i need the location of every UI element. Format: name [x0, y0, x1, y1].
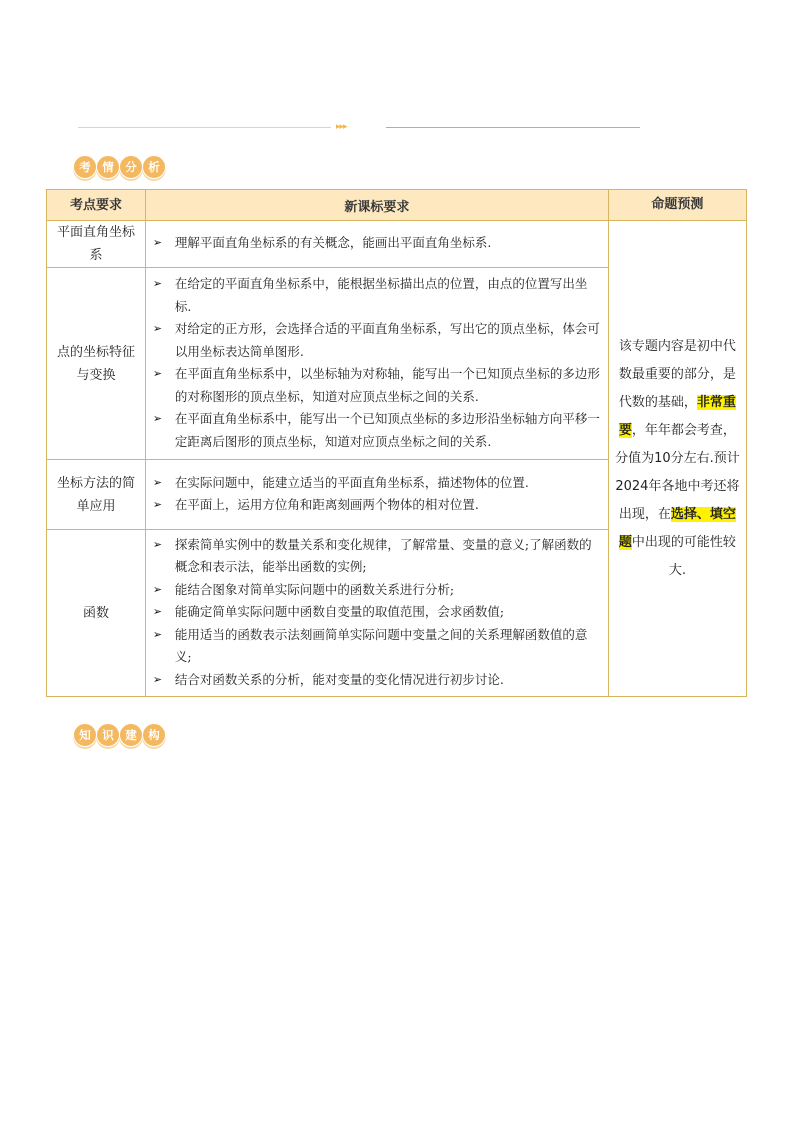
badge-char: 识 — [96, 723, 120, 747]
highlight-important: 非常重要 — [618, 394, 736, 438]
row-topic: 坐标方法的简单应用 — [47, 460, 146, 530]
list-item: ➢ 在给定的平面直角坐标系中，能根据坐标描出点的位置，由点的位置写出坐标. — [146, 273, 602, 318]
section-badge-knowledge — [73, 723, 165, 747]
prediction-text: ，年年都会考查，分值为10分左右.预计2024年各地中考还将出现，在 — [615, 422, 740, 522]
badge-char: 知 — [73, 723, 97, 747]
divider-line-right — [386, 127, 640, 128]
list-item: ➢ 理解平面直角坐标系的有关概念，能画出平面直角坐标系. — [146, 232, 602, 255]
list-item: ➢ 在平面直角坐标系中，能写出一个已知顶点坐标的多边形沿坐标轴方向平移一定距离后图形的顶点坐标，知道对应顶点坐标之间的关系. — [146, 408, 602, 453]
table-header-row — [47, 190, 747, 221]
row-requirements — [145, 530, 608, 697]
badge-char: 情 — [96, 155, 120, 179]
header-standard: 新课标要求 — [145, 190, 608, 221]
row-topic: 点的坐标特征与变换 — [47, 268, 146, 460]
list-item: ➢ 对给定的正方形，会选择合适的平面直角坐标系，写出它的顶点坐标，体会可以用坐标表达简单图形. — [146, 318, 602, 363]
badge-char: 考 — [73, 155, 97, 179]
prediction-text: 中出现的可能性较大. — [631, 534, 736, 578]
prediction-cell — [608, 221, 746, 697]
list-item: ➢ 在实际问题中，能建立适当的平面直角坐标系，描述物体的位置. — [146, 472, 602, 495]
row-requirements — [145, 268, 608, 460]
list-item: ➢ 能结合图象对简单实际问题中的函数关系进行分析; — [146, 579, 602, 602]
section-badge-analysis — [73, 155, 165, 179]
prediction-text: 该专题内容是初中代数最重要的部分，是代数的基础， — [618, 338, 736, 410]
list-item: ➢ 探索简单实例中的数量关系和变化规律，了解常量、变量的意义;了解函数的概念和表示法，能举出函数的实例; — [146, 534, 602, 579]
header-divider — [78, 123, 640, 133]
table-row — [47, 221, 747, 268]
divider-arrows-icon: ▸▸▸ — [336, 122, 347, 132]
badge-char: 析 — [142, 155, 166, 179]
highlight-question-types: 选择、填空题 — [618, 506, 736, 550]
list-item: ➢ 在平面直角坐标系中，以坐标轴为对称轴，能写出一个已知顶点坐标的多边形的对称图形的顶点坐标，知道对应顶点坐标之间的关系. — [146, 363, 602, 408]
list-item: ➢ 能用适当的函数表示法刻画简单实际问题中变量之间的关系理解函数值的意义; — [146, 624, 602, 669]
header-prediction: 命题预测 — [608, 190, 746, 221]
row-requirements — [145, 221, 608, 268]
header-topic: 考点要求 — [47, 190, 146, 221]
badge-char: 分 — [119, 155, 143, 179]
list-item: ➢ 结合对函数关系的分析，能对变量的变化情况进行初步讨论. — [146, 669, 602, 692]
row-requirements — [145, 460, 608, 530]
badge-char: 建 — [119, 723, 143, 747]
divider-line-left — [78, 127, 331, 128]
badge-char: 构 — [142, 723, 166, 747]
requirements-table — [46, 189, 747, 697]
list-item: ➢ 在平面上，运用方位角和距离刻画两个物体的相对位置. — [146, 494, 602, 517]
row-topic: 函数 — [47, 530, 146, 697]
list-item: ➢ 能确定简单实际问题中函数自变量的取值范围，会求函数值; — [146, 601, 602, 624]
row-topic: 平面直角坐标系 — [47, 221, 146, 268]
